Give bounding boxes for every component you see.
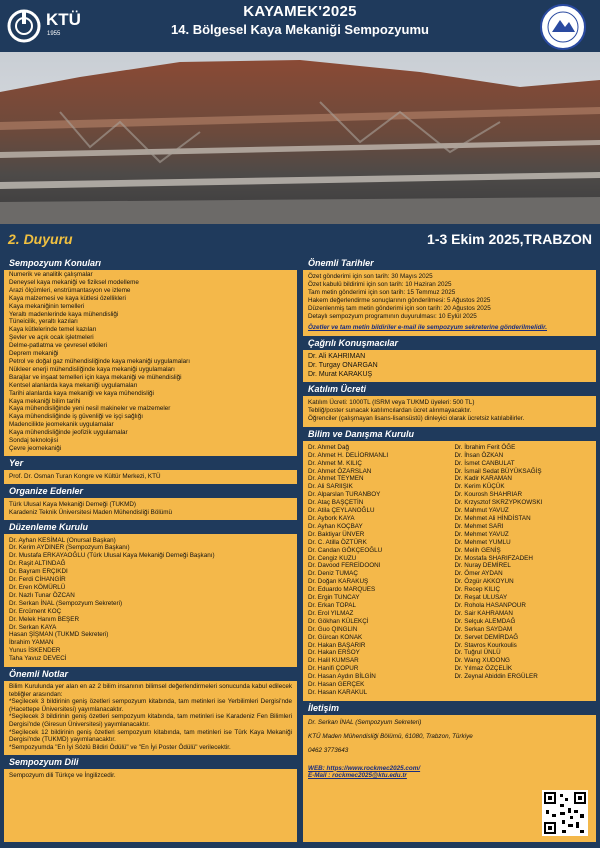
topic-item: Kentsel alanlarda kaya mekaniği uygulamaları: [9, 381, 138, 389]
science-member: Dr. Gökhan KÜLEKÇİ: [308, 617, 369, 625]
organizer-item: Karadeniz Teknik Üniversitesi Maden Mühendisliği Bölümü: [9, 508, 172, 516]
ktu-logo: [6, 6, 96, 46]
science-member: Dr. Halil KUMSAR: [308, 657, 359, 665]
language-heading: Sempozyum Dili: [4, 755, 297, 769]
note-item: *Seçilecek 12 bildirinin geniş özetleri sempozyum kitabında, tam metinleri ise Türk Kaya Mekaniği Dergisi'nde (TUKMD) yayımlanacaktır.: [9, 728, 292, 744]
dates-list: [303, 270, 596, 321]
committee-member: Dr. Raşit ALTINDAĞ: [9, 560, 66, 568]
language-text: Sempozyum dili Türkçe ve İngilizcedir.: [9, 772, 116, 780]
topic-item: Sondaj teknolojisi: [9, 437, 59, 445]
science-list: [303, 441, 596, 698]
fee-list: [303, 396, 596, 427]
topic-item: Kaya mühendisliğinde yeni nesil makineler ve malzemeler: [9, 405, 171, 413]
topic-item: Petrol ve doğal gaz mühendisliğinde kaya mekaniği uygulamaları: [9, 357, 190, 365]
science-member: Dr. Reşat ULUSAY: [454, 594, 508, 602]
science-member: Dr. İsmet CANBULAT: [454, 459, 515, 467]
science-member: Dr. Ayhan KOÇBAY: [308, 522, 363, 530]
quarry-photo: [0, 52, 600, 224]
science-member: Dr. Mehmet Ali HİNDİSTAN: [454, 515, 531, 522]
science-member: Dr. Hasan KARAKUL: [308, 688, 368, 696]
fee-item: Öğrenciler (çalışmayan lisans-lisansüstü) dinleyici olarak ücretsiz katılabilirler.: [308, 414, 525, 422]
topic-item: Numerik ve analitik çalışmalar: [9, 271, 93, 278]
note-item: *Seçilecek 3 bildirinin geniş özetleri sempozyum kitabında, tam metinleri ise Karadeniz Fen Bilimleri Dergisi'nde (Giresun Üniversitesi) yayımlanacaktır.: [9, 713, 292, 729]
science-member: Dr. Mahmut YAVUZ: [454, 507, 509, 515]
topic-item: Kaya malzemesi ve kaya kütlesi özellikleri: [9, 294, 126, 302]
speakers-list: [303, 350, 596, 382]
science-member: Dr. Doğan KARAKUŞ: [308, 578, 369, 586]
science-member: Dr. İhsan ÖZKAN: [454, 451, 504, 459]
title-block: [110, 3, 490, 37]
website-link[interactable]: WEB: https://www.rockmec2025.com/: [308, 764, 421, 772]
science-member: Dr. Mehmet YUMLU: [454, 538, 511, 546]
topic-item: Arazi ölçümleri, enstrümantasyon ve izleme: [9, 286, 131, 294]
committee-member: Dr. Bayram ERÇIKDI: [9, 568, 68, 576]
committee-member: Yunus İSKENDER: [9, 647, 61, 655]
science-member: Dr. Candan GÖKÇEOĞLU: [308, 546, 383, 554]
science-member: Dr. Davood FEREİDOONI: [308, 562, 381, 570]
note-item: Bilim Kurulunda yer alan en az 2 bilim insanının bilimsel değerlendirmeleri sonucunda kabul edilecek tebliğler arasından:: [9, 683, 292, 698]
venue-heading: Yer: [4, 456, 297, 470]
topic-item: Kaya mühendisliğinde jeofizik uygulamalar: [9, 429, 128, 437]
science-member: Dr. Tuğrul ÜNLÜ: [454, 649, 501, 657]
topic-item: Madencilikte jeomekanik uygulamalar: [9, 421, 114, 429]
science-member: Dr. Aybork KAYA: [308, 515, 355, 522]
notes-list: [4, 681, 297, 753]
date-item: Hakem değerlendirme sonuçlarının gönderilmesi: 5 Ağustos 2025: [308, 296, 491, 304]
science-member: Dr. Ahmet TEYMEN: [308, 475, 364, 483]
header: [0, 0, 600, 52]
tukmd-seal-icon: [538, 4, 588, 50]
date-item: Özet kabulü bildirimi için son tarih: 10 Haziran 2025: [308, 280, 452, 288]
science-member: Dr. Guo QINGLIN: [308, 625, 358, 633]
topic-item: Deprem mekaniği: [9, 350, 59, 358]
committee-member: Dr. Eren KÖMÜRLÜ: [9, 584, 66, 591]
science-member: Dr. Krzysztof SKRZYPKOWSKI: [454, 499, 543, 507]
science-col-1: [303, 443, 450, 698]
science-member: Dr. Eduardo MARQUES: [308, 586, 376, 594]
committee-list: [4, 534, 297, 665]
logo-year: 1955: [47, 31, 61, 37]
dates-heading: Önemli Tarihler: [303, 256, 596, 270]
science-member: Dr. Ömer AYDAN: [454, 570, 503, 578]
topic-item: Çevre jeomekaniği: [9, 444, 62, 452]
science-member: Dr. Ergin TUNCAY: [308, 594, 360, 602]
science-member: Dr. C. Atilla ÖZTÜRK: [308, 538, 367, 546]
topic-item: Tüneicilik, yeraltı kazıları: [9, 318, 78, 326]
committee-member: Hasan ŞİŞMAN (TUKMD Sekreteri): [9, 631, 109, 639]
science-member: Dr. Ahmet ÖZARSLAN: [308, 467, 372, 475]
email-link[interactable]: E-Mail : rockmec2025@ktu.edu.tr: [308, 772, 407, 780]
page-subtitle: 14. Bölgesel Kaya Mekaniği Sempozyumu: [171, 22, 429, 37]
science-member: Dr. Alparslan TURANBOY: [308, 491, 381, 499]
contact-phone: 0462 3773643: [308, 746, 349, 754]
committee-member: Dr. Nazlı Tunar ÖZCAN: [9, 591, 75, 599]
science-member: Dr. Serkan SAYDAM: [454, 625, 513, 633]
page-title: KAYAMEK'2025: [243, 3, 357, 20]
fee-heading: Katılım Ücreti: [303, 382, 596, 396]
date-item: Özet gönderimi için son tarih: 30 Mayıs 2025: [308, 273, 433, 280]
topic-item: Kaya mekaniğinin temelleri: [9, 302, 85, 310]
right-column: [303, 256, 596, 842]
speaker-item: Dr. Ali KAHRIMAN: [308, 353, 366, 361]
event-date: 1-3 Ekim 2025,TRABZON: [427, 231, 592, 247]
science-member: Dr. Wang XUDONG: [454, 657, 510, 665]
science-member: Dr. Cengiz KUZU: [308, 554, 357, 562]
science-member: Dr. Yılmaz ÖZÇELİK: [454, 665, 513, 673]
science-member: Dr. Ahmet M. KILIÇ: [308, 459, 362, 467]
topics-heading: Sempozyum Konuları: [4, 256, 297, 270]
science-member: Dr. Melih GENİŞ: [454, 546, 501, 554]
science-member: Dr. Atila ÇEYLANOĞLU: [308, 507, 375, 515]
science-member: Dr. Hasan Aydın BİLGİN: [308, 673, 376, 681]
science-member: Dr. Ali SARIIŞIK: [308, 483, 353, 491]
science-member: Dr. Nuray DEMİREL: [454, 562, 511, 570]
science-col-2: [450, 443, 597, 698]
committee-member: Dr. Mustafa ERKAYAOĞLU (Türk Ulusal Kaya Mekaniği Derneği Başkanı): [9, 552, 215, 560]
dates-warning: Özetler ve tam metin bildiriler e-mail ile sempozyum sekreterine gönderilmelidir.: [308, 324, 548, 332]
topics-list: [4, 270, 297, 454]
organizer-item: Türk Ulusal Kaya Mekaniği Derneği (TUKMD): [9, 500, 137, 508]
science-heading: Bilim ve Danışma Kurulu: [303, 427, 596, 441]
committee-heading: Düzenleme Kurulu: [4, 520, 297, 534]
topic-item: Deneysel kaya mekaniği ve fiziksel modelleme: [9, 278, 139, 286]
topic-item: Nükleer enerji mühendisliğinde kaya mekaniği uygulamaları: [9, 365, 175, 373]
science-member: Dr. Erol YILMAZ: [308, 609, 354, 617]
contact-block: [303, 715, 596, 782]
date-item: Tam metin gönderimi için son tarih: 15 Temmuz 2025: [308, 288, 456, 296]
contact-person: Dr. Serkan İNAL (Sempozyum Sekreteri): [308, 718, 422, 726]
topic-item: Tarihi alanlarda kaya mekaniği ve kaya mühendisliği: [9, 389, 154, 397]
committee-member: Dr. Serkan KAYA: [9, 623, 57, 631]
science-member: Dr. Kadir KARAMAN: [454, 475, 512, 483]
speaker-item: Dr. Turgay ONARGAN: [308, 361, 378, 369]
topic-item: Kaya mühendisliğinde iş güvenliği ve işçi sağlığı: [9, 413, 144, 421]
committee-member: Taha Yavuz DEVECİ: [9, 655, 67, 663]
committee-member: Dr. Ercüment KOÇ: [9, 607, 62, 615]
date-item: Düzenlenmiş tam metin gönderimi için son tarih: 20 Ağustos 2025: [308, 304, 491, 312]
quarry-image: [0, 52, 600, 224]
note-item: *Sempozyumda "En İyi Sözlü Bildiri Ödülü" ve "En İyi Poster Ödülü" verilecektir.: [9, 743, 231, 751]
science-member: Dr. Servet DEMİRDAĞ: [454, 633, 519, 641]
contact-address: KTÜ Maden Mühendisliği Bölümü, 61080, Trabzon, Türkiye: [308, 732, 473, 740]
announcement-bar: [0, 228, 600, 252]
science-member: Dr. Mostafa SHARIFZADEH: [454, 554, 533, 562]
qr-code[interactable]: [542, 790, 588, 836]
science-member: Dr. Mehmet SARI: [454, 522, 504, 530]
tukmd-logo: [538, 4, 588, 50]
science-member: Dr. Hanifi ÇOPUR: [308, 665, 359, 673]
topic-item: Kaya kütlelerinde temel kazıları: [9, 326, 97, 334]
committee-member: Dr. Serkan İNAL (Sempozyum Sekreteri): [9, 599, 123, 607]
notes-heading: Önemli Notlar: [4, 667, 297, 681]
qr-code-icon: [542, 790, 588, 836]
committee-member: Dr. Ayhan KESİMAL (Onursal Başkan): [9, 536, 116, 544]
science-member: Dr. Mehmet YAVUZ: [454, 530, 509, 538]
announcement-label: 2. Duyuru: [8, 231, 73, 247]
science-member: Dr. Rohola HASANPOUR: [454, 601, 526, 609]
contact-heading: İletişim: [303, 701, 596, 715]
organizers-list: [4, 498, 297, 520]
science-member: Dr. Ataç BAŞÇETİN: [308, 499, 364, 507]
committee-member: Dr. Kerim AYDINER (Sempozyum Başkanı): [9, 544, 130, 552]
science-member: Dr. Recep KILIÇ: [454, 586, 500, 594]
committee-member: Dr. Melek Hanım BEŞER: [9, 615, 79, 623]
science-member: Dr. Kerim KÜÇÜK: [454, 483, 505, 491]
fee-item: Tebliğ/poster sunacak katılımcılardan ücret alınmayacaktır.: [308, 407, 472, 415]
science-member: Dr. İsmail Sedat BÜYÜKSAĞİŞ: [454, 467, 542, 475]
science-member: Dr. Selçuk ALEMDAĞ: [454, 617, 516, 625]
science-member: Dr. Hakan ERSOY: [308, 649, 360, 657]
science-member: Dr. Hasan GERÇEK: [308, 681, 365, 689]
science-member: Dr. Kourosh SHAHRIAR: [454, 491, 523, 499]
science-member: Dr. Erkan TOPAL: [308, 601, 356, 609]
science-member: Dr. Ahmet H. DELİORMANLI: [308, 451, 389, 459]
note-item: *Seçilecek 3 bildirinin geniş özetleri sempozyum kitabında, tam metinleri ise Yerbilimleri Dergisi'nde (Hacettepe Üniversitesi) yayımlanacaktır.: [9, 698, 292, 713]
topic-item: Şevler ve açık ocak işletmeleri: [9, 334, 94, 342]
science-member: Dr. Ahmet Dağ: [308, 443, 349, 451]
topic-item: Barajlar ve inşaat temelleri için kaya mekaniği ve mühendisliği: [9, 373, 182, 381]
science-member: Dr. İbrahim Ferit ÖĞE: [454, 443, 516, 451]
topic-item: Yeraltı madenlerinde kaya mühendisliği: [9, 310, 119, 318]
science-member: Dr. Özgür AKKOYUN: [454, 578, 514, 586]
science-member: Dr. Baktiyar ÜNVER: [308, 530, 365, 538]
science-member: Dr. Stavros Kourkoulis: [454, 641, 517, 649]
committee-member: Dr. Ferdi CİHANGİR: [9, 576, 66, 584]
science-member: Dr. Hakan BAŞARIR: [308, 641, 366, 649]
date-item: Detaylı sempozyum programının duyurulması: 10 Eylül 2025: [308, 312, 477, 320]
left-column: [4, 256, 297, 842]
organizers-heading: Organize Edenler: [4, 484, 297, 498]
speaker-item: Dr. Murat KARAKUŞ: [308, 370, 373, 378]
science-member: Dr. Gürcan KONAK: [308, 633, 363, 641]
science-member: Dr. Sair KAHRAMAN: [454, 609, 513, 617]
logo-text: KTÜ: [46, 10, 81, 29]
fee-item: Katılım Ücreti: 1000TL (ISRM veya TUKMD üyeleri: 500 TL): [308, 399, 475, 407]
science-member: Dr. Deniz TUMAÇ: [308, 570, 358, 578]
topic-item: Kaya mekaniği bilim tarihi: [9, 397, 81, 405]
speakers-heading: Çağrılı Konuşmacılar: [303, 336, 596, 350]
topic-item: Delme-patlatma ve çevresel etkileri: [9, 342, 107, 350]
science-member: Dr. Zeynal Abiddin ERGÜLER: [454, 673, 538, 681]
committee-member: İbrahim YAMAN: [9, 639, 54, 647]
venue-text: Prof. Dr. Osman Turan Kongre ve Kültür Merkezi, KTÜ: [9, 472, 161, 480]
